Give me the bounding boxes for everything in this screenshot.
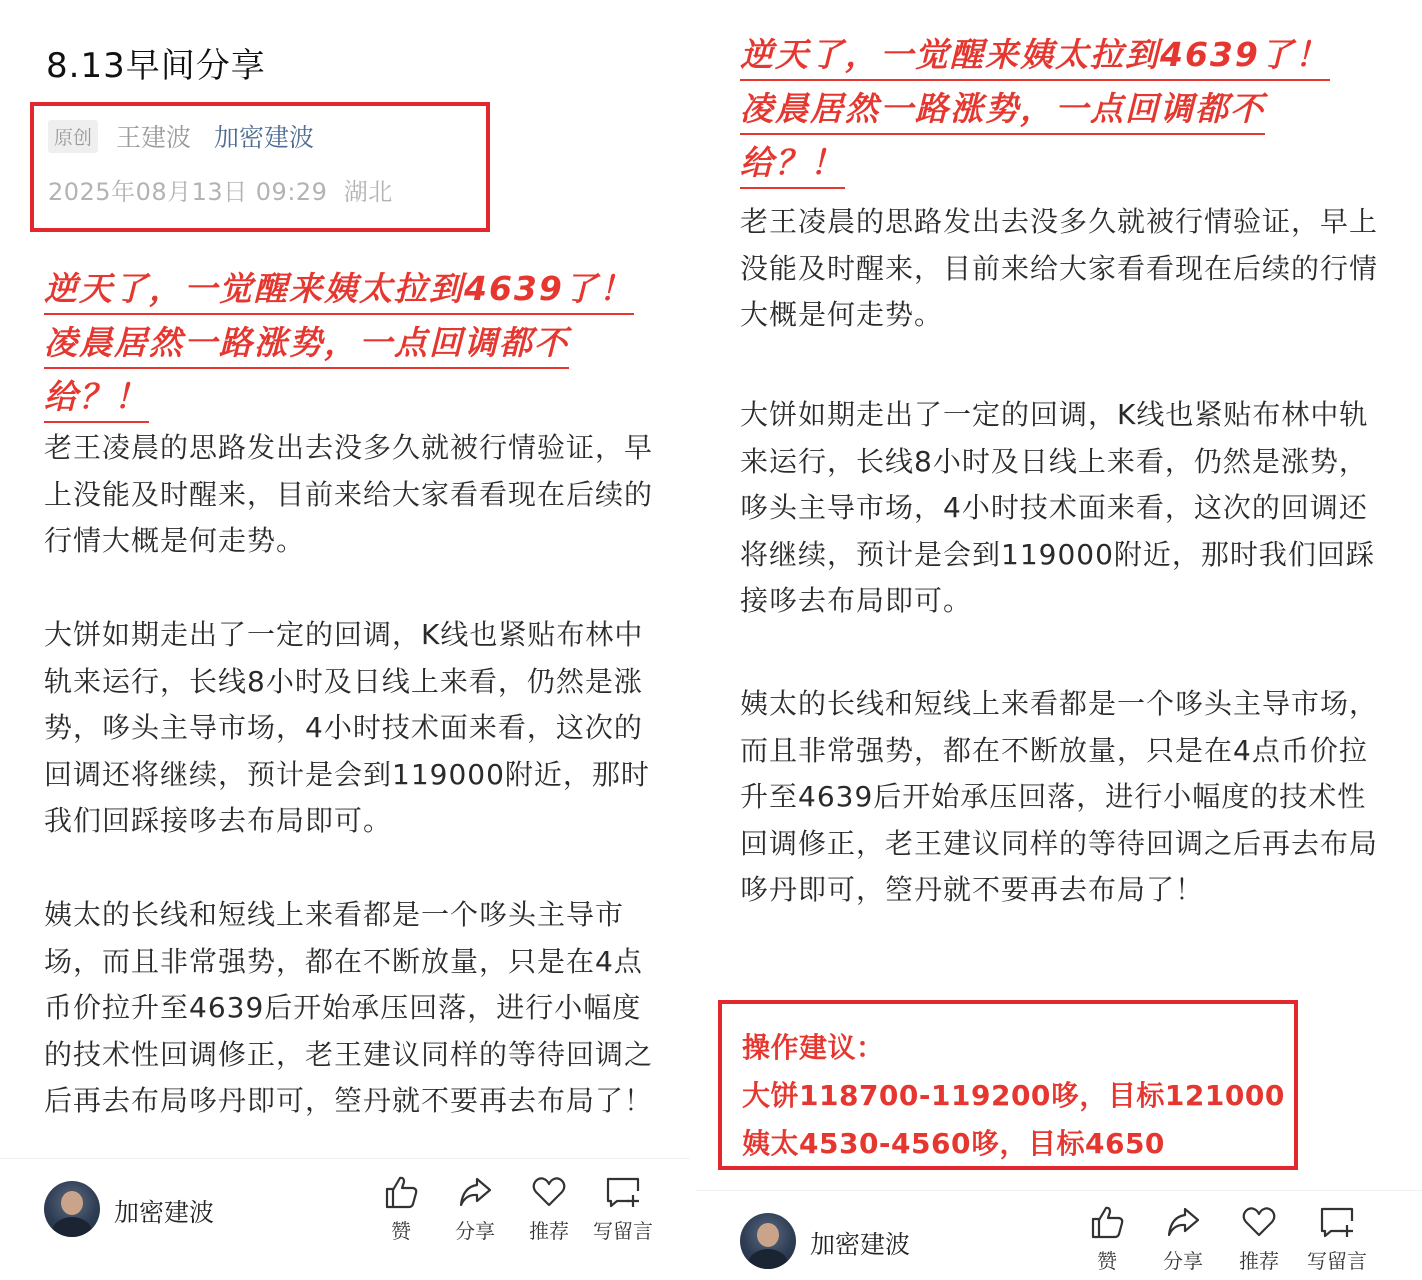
share-label: 分享 [1163,1249,1203,1273]
recommend-button[interactable] [514,1175,584,1244]
content-fade [0,1128,690,1158]
share-button[interactable] [440,1175,510,1244]
publish-datetime: 2025年08月13日 09:29 [48,178,328,206]
share-label: 分享 [455,1219,495,1243]
article-paragraph-3: 姨太的长线和短线上来看都是一个哆头主导市场，而且非常强势，都在不断放量，只是在4点币价拉升至4639后开始承压回落，进行小幅度的技术性回调修正，老王建议同样的等待回调之后再去布局哆丹即可，箜丹就不要再去布局了！ [44,898,654,1117]
write-comment-button[interactable] [1302,1205,1372,1274]
share-arrow-icon [457,1175,493,1209]
share-arrow-icon [1165,1205,1201,1239]
left-screenshot [0,0,690,1280]
article-paragraph-2: 大饼如期走出了一定的回调，K线也紧贴布林中轨来运行，长线8小时及日线上来看，仍然是涨势，哆头主导市场，4小时技术面来看，这次的回调还将继续，预计是会到119000附近，那时我们回踩接哆去布局即可。 [44,618,650,837]
article-paragraph-2: 大饼如期走出了一定的回调，K线也紧贴布林中轨来运行，长线8小时及日线上来看，仍然是涨势，哆头主导市场，4小时技术面来看，这次的回调还将继续，预计是会到119000附近，那时我们回踩接哆去布局即可。 [740,398,1375,617]
original-badge: 原创 [48,120,98,153]
operation-title: 操作建议： [742,1031,885,1064]
operation-eth-line: 姨太4530-4560哆，目标4650 [742,1127,1165,1160]
recommend-button[interactable] [1224,1205,1294,1274]
avatar[interactable] [740,1213,796,1269]
write-comment-button[interactable] [588,1175,658,1244]
headline-line: 逆天了，一觉醒来姨太拉到4639了！ [44,262,634,316]
thumbs-up-icon [1089,1205,1125,1239]
avatar[interactable] [44,1181,100,1237]
like-button[interactable] [366,1175,436,1244]
comment-add-icon [605,1175,641,1209]
article-paragraph-1: 老王凌晨的思路发出去没多久就被行情验证，早上没能及时醒来，目前来给大家看看现在后续的行情大概是何走势。 [44,431,654,557]
publish-location: 湖北 [343,178,393,206]
account-link[interactable]: 加密建波 [214,123,315,152]
publish-date [48,172,393,207]
operation-suggestion-box [718,1000,1298,1170]
heart-icon [1241,1205,1277,1239]
heart-icon [531,1175,567,1209]
write-comment-label: 写留言 [1307,1249,1367,1273]
operation-btc-line: 大饼118700-119200哆，目标121000 [742,1079,1285,1112]
headline-line: 凌晨居然一路涨势，一点回调都不 [740,82,1330,136]
write-comment-label: 写留言 [593,1219,653,1243]
article-paragraph-1: 老王凌晨的思路发出去没多久就被行情验证，早上没能及时醒来，目前来给大家看看现在后续的行情大概是何走势。 [740,205,1379,331]
like-label: 赞 [391,1219,411,1243]
right-screenshot [696,0,1422,1280]
headline [740,28,1330,190]
like-label: 赞 [1097,1249,1117,1273]
headline-line: 凌晨居然一路涨势，一点回调都不 [44,316,634,370]
headline-line: 给？！ [740,136,1330,190]
headline-line: 逆天了，一觉醒来姨太拉到4639了！ [740,28,1330,82]
thumbs-up-icon [383,1175,419,1209]
recommend-label: 推荐 [1239,1249,1279,1273]
author-name: 王建波 [116,123,192,152]
recommend-label: 推荐 [529,1219,569,1243]
like-button[interactable] [1072,1205,1142,1274]
bottom-action-bar [696,1190,1422,1280]
author-info-highlight-box [30,102,490,232]
article-paragraph-3: 姨太的长线和短线上来看都是一个哆头主导市场，而且非常强势，都在不断放量，只是在4点币价拉升至4639后开始承压回落，进行小幅度的技术性回调修正，老王建议同样的等待回调之后再去布局哆丹即可，箜丹就不要再去布局了！ [740,687,1379,906]
bottom-action-bar [0,1158,690,1279]
headline [44,262,634,424]
share-button[interactable] [1148,1205,1218,1274]
bottom-account-name[interactable]: 加密建波 [114,1198,215,1227]
comment-add-icon [1319,1205,1355,1239]
headline-line: 给？！ [44,370,634,424]
bottom-account-name[interactable]: 加密建波 [810,1230,911,1259]
article-title: 8.13早间分享 [46,46,266,86]
